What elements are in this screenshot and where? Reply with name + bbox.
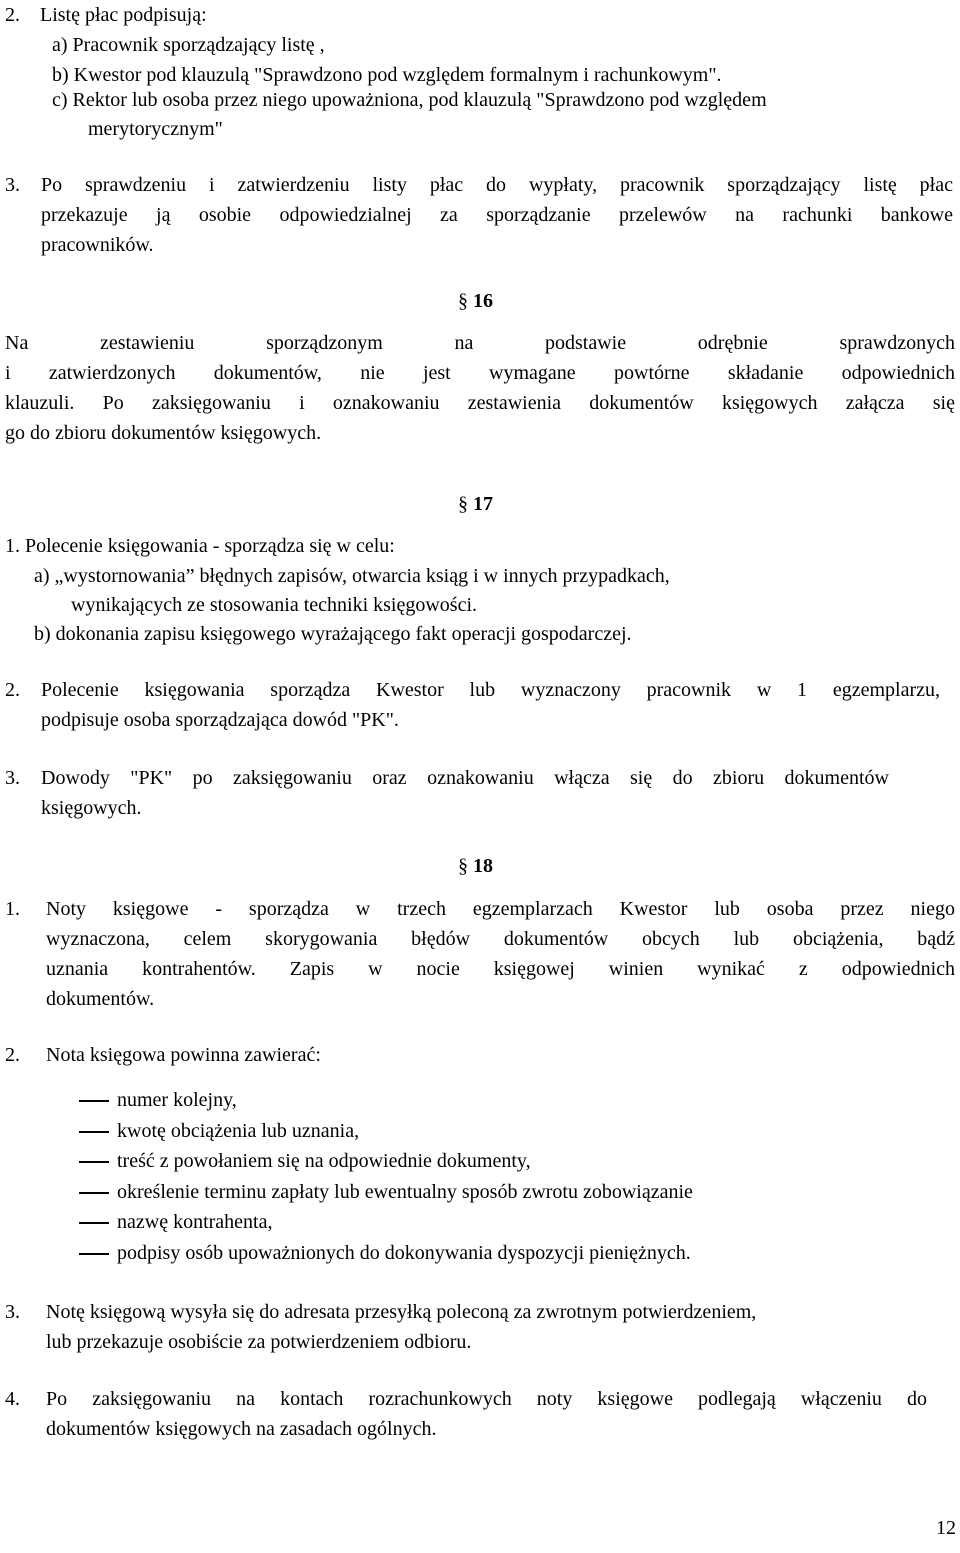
paragraph-line: Na zestawieniu sporządzonym na podstawie odrębnie sprawdzonych [5, 332, 955, 354]
paragraph-line: klauzuli. Po zaksięgowaniu i oznakowaniu zestawienia dokumentów księgowych załącza się [5, 392, 955, 414]
sub-item-a: a) „wystornowania” błędnych zapisów, otwarcia ksiąg i w innych przypadkach, [34, 565, 670, 587]
paragraph-line: przekazuje ją osobie odpowiedzialnej za sporządzanie przelewów na rachunki bankowe [41, 204, 953, 226]
item-number: 4. [5, 1388, 20, 1410]
item-number: 3. [5, 1301, 20, 1323]
item-number: 2. [5, 4, 20, 26]
sub-item-b: b) dokonania zapisu księgowego wyrażającego fakt operacji gospodarczej. [34, 623, 632, 645]
paragraph-line: księgowych. [41, 797, 142, 819]
sub-item-a-cont: wynikających ze stosowania techniki księgowości. [71, 594, 477, 616]
dash-bullet-icon [79, 1161, 109, 1163]
item-number: 2. [5, 679, 20, 701]
sub-item-c-cont: merytorycznym" [88, 118, 223, 140]
item-text: 1. Polecenie księgowania - sporządza się w celu: [5, 535, 395, 557]
section-heading-18 [458, 851, 518, 881]
section-number: 17 [473, 493, 493, 515]
dash-bullet-icon [79, 1100, 109, 1102]
section-symbol: § [458, 493, 468, 515]
paragraph-line: dokumentów. [46, 988, 155, 1010]
item-number: 1. [5, 898, 20, 920]
section-number: 18 [473, 855, 493, 877]
paragraph-line: podpisuje osoba sporządzająca dowód "PK". [41, 709, 399, 731]
item-text: Listę płac podpisują: [40, 4, 207, 26]
page-number: 12 [936, 1517, 956, 1539]
paragraph-line: Notę księgową wysyła się do adresata przesyłką poleconą za zwrotnym potwierdzeniem, [46, 1301, 757, 1323]
paragraph-line: uznania kontrahentów. Zapis w nocie księgowej winien wynikać z odpowiednich [46, 958, 955, 980]
item-number: 3. [5, 174, 20, 196]
paragraph-line: Po sprawdzeniu i zatwierdzeniu listy płac do wypłaty, pracownik sporządzający listę płac [41, 174, 953, 196]
paragraph-line: pracowników. [41, 234, 154, 256]
section-symbol: § [458, 290, 468, 312]
paragraph-line: Dowody "PK" po zaksięgowaniu oraz oznakowaniu włącza się do zbioru dokumentów [41, 767, 889, 789]
dash-bullet-icon [79, 1222, 109, 1224]
section-heading-17 [458, 489, 518, 519]
item-number: 3. [5, 767, 20, 789]
bullet-item: numer kolejny, [117, 1089, 237, 1111]
sub-item-b: b) Kwestor pod klauzulą "Sprawdzono pod względem formalnym i rachunkowym". [52, 64, 722, 86]
dash-bullet-icon [79, 1131, 109, 1133]
paragraph-line: i zatwierdzonych dokumentów, nie jest wymagane powtórne składanie odpowiednich [5, 362, 955, 384]
bullet-item: treść z powołaniem się na odpowiednie dokumenty, [117, 1150, 531, 1172]
paragraph-line: Noty księgowe - sporządza w trzech egzemplarzach Kwestor lub osoba przez niego [46, 898, 955, 920]
item-number: 2. [5, 1044, 20, 1066]
bullet-item: podpisy osób upoważnionych do dokonywania dyspozycji pieniężnych. [117, 1242, 691, 1264]
paragraph-line: Polecenie księgowania sporządza Kwestor lub wyznaczony pracownik w 1 egzemplarzu, [41, 679, 940, 701]
paragraph-line: dokumentów księgowych na zasadach ogólnych. [46, 1418, 437, 1440]
section-symbol: § [458, 855, 468, 877]
paragraph-line: go do zbioru dokumentów księgowych. [5, 422, 322, 444]
paragraph-line: lub przekazuje osobiście za potwierdzeniem odbioru. [46, 1331, 472, 1353]
bullet-item: kwotę obciążenia lub uznania, [117, 1120, 360, 1142]
paragraph-line: Po zaksięgowaniu na kontach rozrachunkowych noty księgowe podlegają włączeniu do [46, 1388, 927, 1410]
item-text: Nota księgowa powinna zawierać: [46, 1044, 321, 1066]
bullet-item: nazwę kontrahenta, [117, 1211, 273, 1233]
sub-item-c: c) Rektor lub osoba przez niego upoważniona, pod klauzulą "Sprawdzono pod względem [52, 89, 767, 111]
dash-bullet-icon [79, 1253, 109, 1255]
sub-item-a: a) Pracownik sporządzający listę , [52, 34, 325, 56]
section-number: 16 [473, 290, 493, 312]
section-heading-16 [458, 286, 518, 316]
dash-bullet-icon [79, 1192, 109, 1194]
bullet-item: określenie terminu zapłaty lub ewentualny sposób zwrotu zobowiązanie [117, 1181, 693, 1203]
paragraph-line: wyznaczona, celem skorygowania błędów dokumentów obcych lub obciążenia, bądź [46, 928, 955, 950]
